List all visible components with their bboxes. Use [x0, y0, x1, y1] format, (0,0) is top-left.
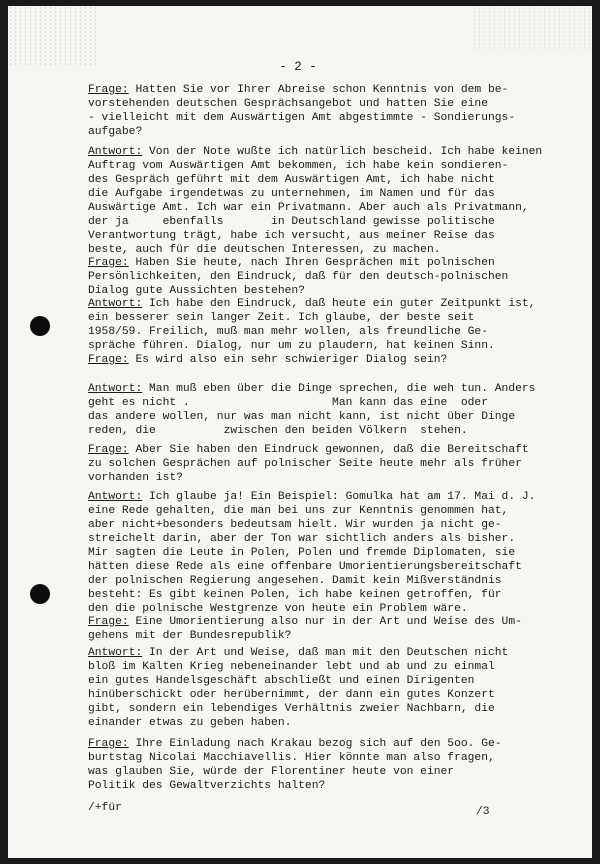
text-line: Auswärtige Amt. Ich war ein Privatmann. Aber auch als Privatmann,	[88, 202, 529, 214]
text-line: was glauben Sie, würde der Florentiner heute von einer	[88, 766, 455, 778]
text-line: In der Art und Weise, daß man mit den Deutschen nicht	[142, 647, 509, 659]
scan-noise	[472, 6, 592, 51]
text-line: einander etwas zu geben haben.	[88, 717, 292, 729]
qa-block	[88, 83, 578, 139]
text-line: das andere wollen, nur was man nicht kann, ist nicht über Dinge	[88, 411, 516, 423]
speaker-label: Frage:	[88, 738, 129, 750]
qa-block	[88, 615, 578, 643]
speaker-label: Antwort:	[88, 647, 143, 659]
text-line: streichelt darin, aber der Ton war sichtlich anders als bisher.	[88, 533, 516, 545]
text-line: geht es nicht . Man kann das eine oder	[88, 397, 488, 409]
qa-block	[88, 382, 578, 438]
text-line: zu solchen Gesprächen auf polnischer Seite heute mehr als früher	[88, 458, 522, 470]
text-line: die Aufgabe irgendetwas zu unternehmen, im Namen und für das	[88, 188, 495, 200]
speaker-label: Antwort:	[88, 298, 143, 310]
text-line: hätten diese Rede als eine offenbare Umorientierungsbereitschaft	[88, 561, 522, 573]
speaker-label: Frage:	[88, 257, 129, 269]
next-page-marker: /3	[476, 806, 490, 818]
qa-block	[88, 737, 578, 793]
text-line: Auftrag vom Auswärtigen Amt bekommen, ich habe kein sondieren-	[88, 160, 509, 172]
qa-block	[88, 646, 578, 730]
text-line: Persönlichkeiten, den Eindruck, daß für den deutsch-polnischen	[88, 271, 509, 283]
text-line: gibt, sondern ein lebendiges Verhältnis zweier Nachbarn, die	[88, 703, 495, 715]
speaker-label: Antwort:	[88, 491, 143, 503]
text-line: Mir sagten die Leute in Polen, Polen und fremde Diplomaten, sie	[88, 547, 516, 559]
text-line: der ja ebenfalls in Deutschland gewisse politische	[88, 216, 495, 228]
text-line: den die polnische Westgrenze von heute ein Problem wäre.	[88, 603, 468, 615]
punch-hole	[30, 584, 50, 604]
text-line: ein besserer sein langer Zeit. Ich glaube, der beste seit	[88, 312, 475, 324]
text-line: 1958/59. Freilich, muß man mehr wollen, als freundliche Ge-	[88, 326, 488, 338]
text-line: Es wird also ein sehr schwieriger Dialog sein?	[128, 354, 448, 366]
text-line: gehens mit der Bundesrepublik?	[88, 630, 292, 642]
text-line: bloß im Kalten Krieg nebeneinander lebt und ab und zu einmal	[88, 661, 495, 673]
text-line: vorstehenden deutschen Gesprächsangebot und hatten Sie eine	[88, 98, 488, 110]
text-line: - vielleicht mit dem Auswärtigen Amt abgestimmte - Sondierungs-	[88, 112, 516, 124]
document-page	[8, 6, 592, 858]
text-line: besteht: Es gibt keinen Polen, ich habe keinen getroffen, für	[88, 589, 502, 601]
text-line: vorhanden ist?	[88, 472, 183, 484]
text-line: Ich glaube ja! Ein Beispiel: Gomulka hat am 17. Mai d. J.	[142, 491, 536, 503]
speaker-label: Antwort:	[88, 383, 143, 395]
text-line: Eine Umorientierung also nur in der Art und Weise des Um-	[128, 616, 522, 628]
text-line: aber nicht+besonders bedeutsam hielt. Wir wurden ja nicht ge-	[88, 519, 502, 531]
text-line: burtstag Nicolai Macchiavellis. Hier könnte man also fragen,	[88, 752, 495, 764]
text-line: ein gutes Handelsgeschäft abschließt und einen Dirigenten	[88, 675, 475, 687]
text-line: des Gespräch geführt mit dem Auswärtigen Amt, ich habe nicht	[88, 174, 495, 186]
qa-block	[88, 297, 578, 353]
text-line: eine Rede gehalten, die man bei uns zur Kenntnis genommen hat,	[88, 505, 509, 517]
page-number: - 2 -	[279, 60, 317, 74]
punch-hole	[30, 316, 50, 336]
qa-block	[88, 443, 578, 485]
text-line: Ich habe den Eindruck, daß heute ein guter Zeitpunkt ist,	[142, 298, 536, 310]
text-line: hinüberschickt oder herübernimmt, der dann ein gutes Konzert	[88, 689, 495, 701]
qa-block	[88, 145, 578, 257]
text-line: aufgabe?	[88, 126, 143, 138]
speaker-label: Antwort:	[88, 146, 143, 158]
text-line: Hatten Sie vor Ihrer Abreise schon Kenntnis von dem be-	[128, 84, 509, 96]
text-line: Ihre Einladung nach Krakau bezog sich auf den 5oo. Ge-	[128, 738, 502, 750]
text-line: Von der Note wußte ich natürlich bescheid. Ich habe keinen	[142, 146, 543, 158]
speaker-label: Frage:	[88, 84, 129, 96]
text-line: beste, auch für die deutschen Interessen, zu machen.	[88, 244, 441, 256]
text-line: Verantwortung trägt, habe ich versucht, aus meiner Reise das	[88, 230, 495, 242]
text-line: spräche führen. Dialog, nur um zu plaudern, hat keinen Sinn.	[88, 340, 495, 352]
qa-block	[88, 490, 578, 616]
qa-block	[88, 256, 578, 298]
scan-noise	[8, 6, 98, 66]
text-line: Dialog gute Aussichten bestehen?	[88, 285, 305, 297]
footnote: /+für	[88, 802, 122, 814]
text-line: Man muß eben über die Dinge sprechen, die weh tun. Anders	[142, 383, 536, 395]
text-line: Politik des Gewaltverzichts halten?	[88, 780, 326, 792]
text-line: Aber Sie haben den Eindruck gewonnen, daß die Bereitschaft	[128, 444, 529, 456]
text-line: Haben Sie heute, nach Ihren Gesprächen mit polnischen	[128, 257, 495, 269]
speaker-label: Frage:	[88, 354, 129, 366]
text-line: der polnischen Regierung angesehen. Damit kein Mißverständnis	[88, 575, 502, 587]
speaker-label: Frage:	[88, 444, 129, 456]
text-line: reden, die zwischen den beiden Völkern stehen.	[88, 425, 468, 437]
qa-block	[88, 353, 578, 367]
speaker-label: Frage:	[88, 616, 129, 628]
